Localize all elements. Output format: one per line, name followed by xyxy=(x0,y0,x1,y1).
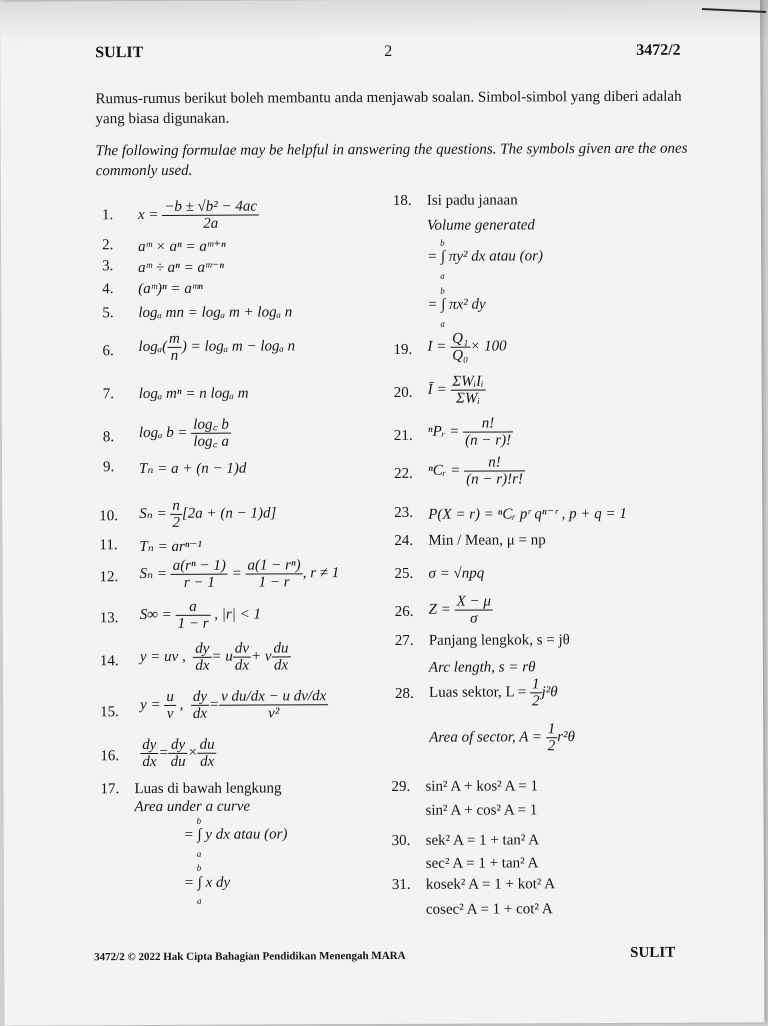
formula-fraction xyxy=(271,640,290,673)
fraction-numerator: log꜀ b xyxy=(191,417,231,434)
formula-fraction xyxy=(455,594,493,627)
fraction-denominator: 2 xyxy=(532,693,540,710)
item-number: 14. xyxy=(99,653,119,670)
fraction-denominator: n xyxy=(170,347,179,364)
fraction-denominator: 2 xyxy=(547,738,556,755)
formula-fraction xyxy=(162,199,259,232)
footer-copyright: 3472/2 © 2022 Hak Cipta Bahagian Pendidikan Menengah MARA xyxy=(94,949,406,964)
fraction-denominator: log꜀ a xyxy=(193,433,230,450)
formula-fraction xyxy=(140,737,158,770)
fraction-numerator: 1 xyxy=(530,676,542,693)
formula-sector-area-malay xyxy=(429,676,558,710)
item-number: 16. xyxy=(100,748,120,765)
fraction-numerator: −b ± √b² − 4ac xyxy=(162,199,259,216)
formula-identity-sek: sek² A = 1 + tan² A xyxy=(425,832,540,849)
formula-product-rule xyxy=(140,640,291,674)
formula-sector-area-english xyxy=(429,721,575,755)
formula-log-change-base xyxy=(139,417,231,450)
formula-fraction xyxy=(546,721,558,754)
formula-log-quotient: logₐ( $\frac{m}{n}$ ) = logₐ m − logₐ n xyxy=(138,330,296,364)
formula-equals: = xyxy=(231,565,242,582)
formula-area-x-dy: = ∫ x dy xyxy=(183,874,231,891)
formula-identity-sin-cos: sin² A + cos² A = 1 xyxy=(425,802,538,819)
formula-rhs: , r ≠ 1 xyxy=(302,565,340,582)
area-title-english: Area under a curve xyxy=(134,798,251,816)
formula-fraction xyxy=(463,415,513,448)
formula-lhs: Sₙ = xyxy=(139,505,167,522)
item-number: 5. xyxy=(102,305,114,322)
formula-lhs: Ī = xyxy=(427,381,447,398)
formula-gp-sum xyxy=(139,557,339,591)
item-number: 15. xyxy=(100,704,119,721)
fraction-denominator: Q₀ xyxy=(452,347,469,364)
fraction-denominator: dx xyxy=(273,657,289,674)
fraction-numerator: X − μ xyxy=(455,594,493,611)
formula-lhs: S∞ = xyxy=(139,606,172,623)
formula-identity-sec: sec² A = 1 + tan² A xyxy=(425,855,539,872)
formula-gp-term: Tₙ = arⁿ⁻¹ xyxy=(139,538,202,556)
formula-rhs: [2a + (n − 1)d] xyxy=(181,505,277,522)
formula-lhs: Luas sektor, L = xyxy=(428,684,527,701)
formula-rhs: , |r| < 1 xyxy=(214,606,261,623)
formula-identity-sin-kos: sin² A + kos² A = 1 xyxy=(425,778,539,795)
item-number: 30. xyxy=(391,832,411,849)
fraction-denominator: r − 1 xyxy=(183,574,215,591)
fraction-denominator: dx xyxy=(234,657,250,674)
formula-comma: , xyxy=(179,696,184,713)
formula-fraction xyxy=(175,599,210,632)
formula-lhs: Area of sector, A = xyxy=(429,729,543,746)
fraction-numerator: a(rⁿ − 1) xyxy=(171,558,228,575)
fraction-numerator: du xyxy=(198,737,217,754)
item-number: 3. xyxy=(102,258,114,275)
formula-gp-sum-infinity xyxy=(140,599,261,633)
formula-fraction xyxy=(169,737,188,770)
formula-equals: = xyxy=(208,696,220,713)
fraction-denominator: ΣWᵢ xyxy=(456,390,480,407)
item-number: 31. xyxy=(391,876,411,893)
fraction-numerator: ΣWᵢIᵢ xyxy=(450,374,485,391)
formula-index-divide: aᵐ ÷ aⁿ = aᵐ⁻ⁿ xyxy=(138,259,224,277)
formula-fraction xyxy=(193,641,211,674)
paper-code: 3472/2 xyxy=(636,41,681,59)
area-title-malay: Luas di bawah lengkung xyxy=(134,780,282,798)
item-number: 18. xyxy=(392,192,412,209)
upper-limit: b xyxy=(440,285,445,296)
formula-lhs: I = xyxy=(427,338,447,355)
formula-fraction xyxy=(245,557,302,590)
item-number: 27. xyxy=(394,632,414,649)
formula-lhs: y = xyxy=(140,696,161,713)
lower-limit: a xyxy=(440,270,445,281)
fraction-numerator: Q₁ xyxy=(450,331,470,348)
formula-lhs: x = xyxy=(137,206,159,223)
fraction-denominator: (n − r)!r! xyxy=(466,471,523,488)
formula-index-multiply: aᵐ × aⁿ = aᵐ⁺ⁿ xyxy=(138,238,226,256)
item-number: 26. xyxy=(394,603,414,620)
formula-fraction xyxy=(198,737,217,770)
page-top-shadow xyxy=(0,0,768,42)
fraction-denominator: 2a xyxy=(203,215,219,232)
item-number: 28. xyxy=(394,685,414,702)
formula-lhs: Sₙ = xyxy=(139,565,167,582)
fraction-denominator: dx xyxy=(195,657,210,674)
formula-area-y-dx: = ∫ y dx atau (or) xyxy=(183,826,288,843)
fraction-denominator: 1 − r xyxy=(258,574,290,591)
formula-fraction xyxy=(170,498,182,531)
item-number: 24. xyxy=(394,532,414,549)
fraction-denominator: v xyxy=(166,705,174,722)
formula-mean: Min / Mean, μ = np xyxy=(428,532,546,549)
item-number: 10. xyxy=(99,508,119,525)
formula-fraction xyxy=(233,641,251,674)
item-number: 20. xyxy=(393,384,413,401)
fraction-numerator: n! xyxy=(463,415,513,432)
fraction-denominator: 2 xyxy=(172,514,181,531)
formula-identity-cosec: cosec² A = 1 + cot² A xyxy=(425,901,553,918)
fraction-numerator: dv xyxy=(233,641,251,658)
fraction-numerator: u xyxy=(164,689,176,706)
fraction-denominator: v² xyxy=(268,705,280,722)
item-number: 12. xyxy=(99,569,119,586)
formula-arc-length-english: Arc length, s = rθ xyxy=(428,659,536,676)
formula-rhs: r²θ xyxy=(557,729,575,746)
fraction-numerator: v du/dx − u dv/dx xyxy=(219,688,328,705)
formula-fraction xyxy=(530,676,542,709)
item-number: 9. xyxy=(103,459,115,476)
formula-lhs: ⁿPᵣ = xyxy=(427,423,460,440)
page-number: 2 xyxy=(384,42,393,60)
formula-z-score xyxy=(429,594,493,627)
formula-fraction xyxy=(191,417,231,450)
item-number: 7. xyxy=(102,386,115,403)
fraction-denominator: dx xyxy=(200,753,215,770)
volume-title-malay: Isi padu janaan xyxy=(426,192,518,209)
formula-lhs: ⁿCᵣ = xyxy=(428,462,461,479)
intro-english: The following formulae may be helpful in answering the questions. The symbols given are the ones commonly used. xyxy=(95,140,688,180)
formula-fraction xyxy=(450,331,470,364)
header-sulit: SULIT xyxy=(95,44,144,62)
formula-term: + v xyxy=(250,648,272,665)
fraction-numerator: a xyxy=(175,599,210,616)
fraction-denominator: dx xyxy=(142,753,157,771)
intro-malay: Rumus-rumus berikut boleh membantu anda menjawab soalan. Simbol-simbol yang diberi adalah yang biasa digunakan. xyxy=(95,88,682,128)
fraction-numerator: 1 xyxy=(546,721,558,738)
formula-volume-y: = ∫ πy² dx atau (or) xyxy=(427,248,543,265)
formula-index-power: (aᵐ)ⁿ = aᵐⁿ xyxy=(138,280,203,298)
formula-std-dev: σ = √npq xyxy=(428,565,485,582)
formula-lhs: logₐ xyxy=(138,338,163,355)
item-number: 25. xyxy=(394,565,414,582)
footer-sulit: SULIT xyxy=(630,944,676,961)
formula-log-power: logₐ mⁿ = n logₐ m xyxy=(138,385,249,403)
fraction-numerator: dy xyxy=(191,689,209,706)
formula-composite-index xyxy=(428,374,486,407)
formula-binomial: P(X = r) = ⁿCᵣ pʳ qⁿ⁻ʳ , p + q = 1 xyxy=(428,505,627,523)
item-number: 11. xyxy=(99,537,118,554)
item-number: 29. xyxy=(391,778,411,795)
fraction-numerator: n! xyxy=(464,454,525,471)
item-number: 8. xyxy=(102,429,115,446)
formula-ap-sum xyxy=(139,497,276,531)
formula-lhs: y = uv , xyxy=(139,648,186,665)
volume-title-english: Volume generated xyxy=(426,217,535,234)
item-number: 23. xyxy=(394,504,414,521)
fraction-denominator: (n − r)! xyxy=(465,432,512,449)
formula-chain-rule xyxy=(140,737,217,770)
fraction-numerator: a(1 − rⁿ) xyxy=(245,557,302,574)
formula-fraction xyxy=(464,454,525,487)
formula-identity-kosek: kosek² A = 1 + kot² A xyxy=(425,876,556,893)
lower-limit: a xyxy=(196,848,202,859)
formula-fraction xyxy=(164,689,176,722)
formula-rhs: = logₐ m − logₐ n xyxy=(190,338,296,355)
item-number: 2. xyxy=(102,237,114,254)
formula-times: × xyxy=(187,744,198,761)
formula-combination xyxy=(428,454,525,487)
formula-lhs: Z = xyxy=(428,601,451,618)
fraction-numerator: dy xyxy=(140,737,158,754)
fraction-denominator: du xyxy=(170,753,186,770)
item-number: 1. xyxy=(101,207,114,224)
formula-term: = u xyxy=(211,648,233,665)
formula-fraction xyxy=(219,688,328,721)
fraction-numerator: n xyxy=(170,498,182,515)
upper-limit: b xyxy=(440,237,445,248)
upper-limit: b xyxy=(196,815,202,826)
fraction-denominator: dx xyxy=(192,705,208,722)
formula-volume-x: = ∫ πx² dy xyxy=(427,296,486,313)
item-number: 21. xyxy=(393,427,413,444)
fraction-denominator: 1 − r xyxy=(177,615,209,632)
formula-fraction xyxy=(450,374,485,407)
formula-fraction xyxy=(167,331,182,364)
item-number: 4. xyxy=(102,281,114,298)
formula-quotient-rule xyxy=(140,688,328,722)
formula-ap-term: Tₙ = a + (n − 1)d xyxy=(139,460,247,478)
formula-rhs: × 100 xyxy=(470,338,507,355)
fraction-denominator: σ xyxy=(470,610,478,627)
item-number: 13. xyxy=(99,610,119,627)
formula-permutation xyxy=(428,415,513,448)
formula-fraction xyxy=(191,689,209,722)
lower-limit: a xyxy=(196,895,202,906)
formula-rhs: j²θ xyxy=(541,684,558,701)
formula-index-number xyxy=(427,330,506,363)
item-number: 22. xyxy=(394,465,413,482)
formula-lhs: logₐ b = xyxy=(138,424,188,441)
item-number: 19. xyxy=(393,341,413,358)
pen-stroke-mark xyxy=(700,0,768,14)
item-number: 6. xyxy=(102,343,114,360)
formula-equals: = xyxy=(158,744,169,761)
upper-limit: b xyxy=(196,862,202,873)
fraction-numerator: du xyxy=(271,640,290,657)
fraction-numerator: dy xyxy=(169,737,188,754)
lower-limit: a xyxy=(440,318,445,329)
formula-log-product: logₐ mn = logₐ m + logₐ n xyxy=(138,304,293,322)
fraction-numerator: m xyxy=(167,331,182,348)
fraction-numerator: dy xyxy=(193,641,211,658)
formula-quadratic xyxy=(138,199,259,233)
formula-fraction xyxy=(171,558,228,591)
formula-arc-length-malay: Panjang lengkok, s = jθ xyxy=(428,632,570,649)
item-number: 17. xyxy=(100,781,120,798)
